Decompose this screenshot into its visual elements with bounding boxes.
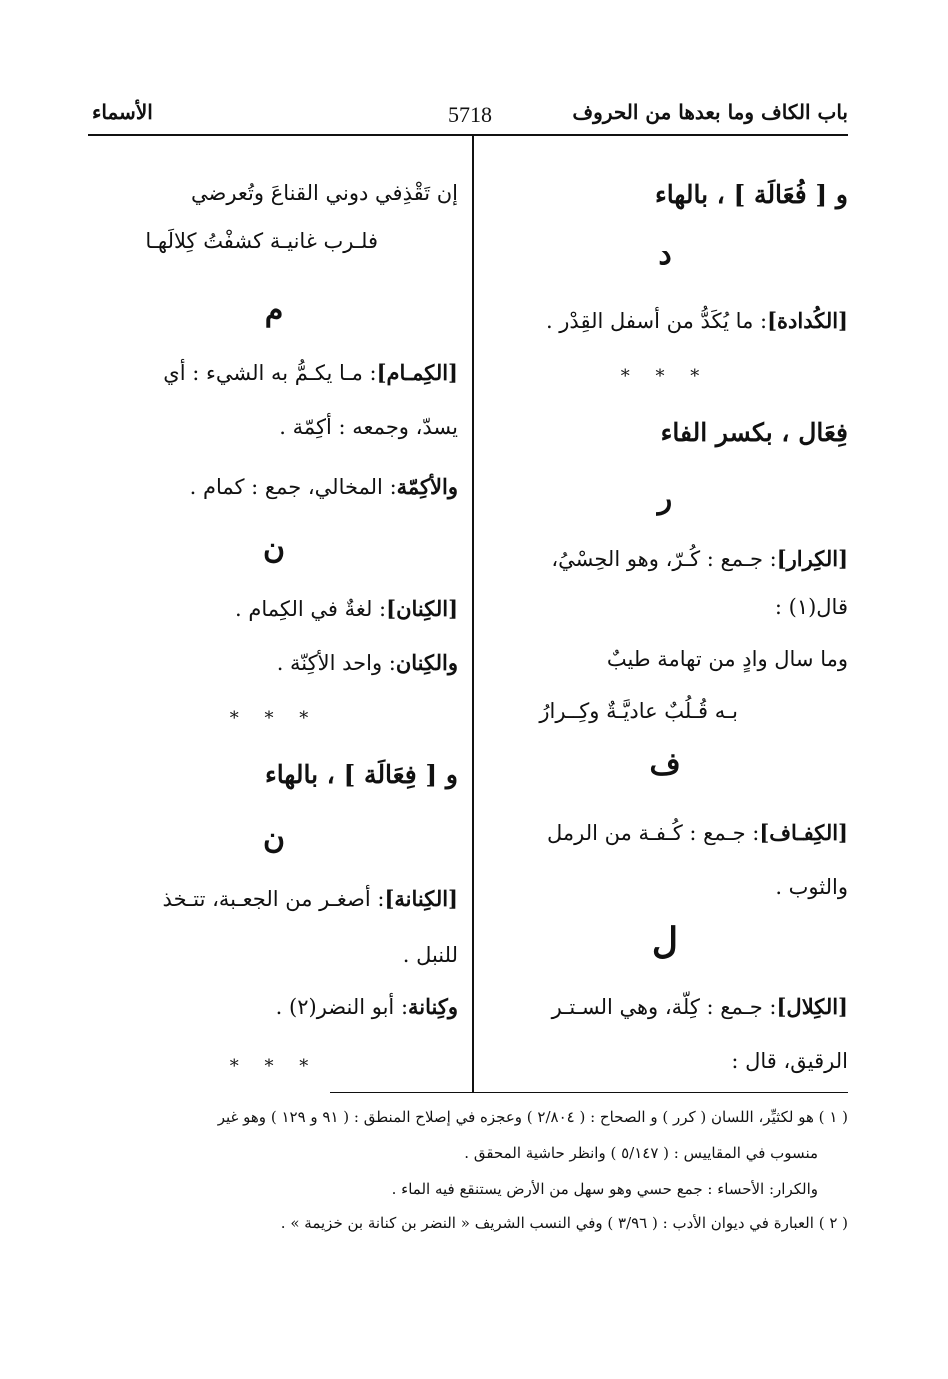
entry-term: والكِنان [395, 650, 458, 675]
footnote-rule [330, 1092, 848, 1093]
entry-term: [الكِلال] [776, 994, 848, 1019]
entry-definition: : ما يُكَدُّ من أسفل القِدْر . [545, 309, 768, 333]
section-separator: * * * [620, 366, 710, 387]
column-divider [472, 136, 474, 1092]
entry-term: [الكِفـاف] [759, 820, 848, 845]
entry-definition: : أصغـر من الجعـبة، تتـخذ [162, 887, 385, 911]
footnote-1-note: والكرار: الأحساء : جمع حسي وهو سهل من الأرض يستنقع فيه الماء . [391, 1180, 818, 1198]
letter-heading: د [658, 237, 672, 272]
verse-line: إن تَقْذِفي دوني القناعَ وتُعرضي [191, 181, 458, 205]
entry-continuation: يسدّ، وجمعه : أكِمّة . [279, 415, 458, 439]
entry-term: [الكِنانة] [384, 886, 458, 911]
entry-kinan [235, 594, 458, 624]
entry-continuation: الرقيق، قال : [731, 1049, 848, 1073]
section-separator: * * * [229, 1056, 319, 1077]
entry-definition: : لغةٌ في الكِمام . [234, 597, 387, 621]
entry-definition: : المخالي، جمع : كمام . [189, 475, 397, 499]
entry-term: [الكِمـام] [376, 360, 458, 385]
verse-line: وما سال وادٍ من تهامة طيبٌ [606, 647, 848, 671]
pattern-heading: و [ فُعَالَة ] ، بالهاء [654, 180, 848, 209]
entry-kirar [551, 544, 848, 574]
letter-heading: ن [262, 821, 286, 856]
entry-definition: : واحد الأكِنّة . [276, 651, 396, 675]
entry-definition: : جـمع : كُـفـة من الرمل [546, 821, 760, 845]
entry-term: [الكُدادة] [767, 308, 848, 333]
entry-definition: : أبو النضر(٢) . [275, 995, 409, 1019]
entry-continuation: والثوب . [775, 875, 848, 899]
letter-heading: م [264, 293, 284, 328]
verse-line: فلـرب غانيـة كشفْتُ كِلالَهـا [145, 229, 378, 253]
entry-kinana [163, 884, 458, 914]
page-number: 5718 [448, 102, 492, 127]
entry-definition: : جـمع : كِلّة، وهي السـتـر [551, 995, 777, 1019]
header-rule [88, 134, 848, 136]
footnote-1-continuation: منسوب في المقاييس : ( ٥/١٤٧ ) وانظر حاشية المحقق . [464, 1144, 818, 1162]
chapter-title: باب الكاف وما بعدها من الحروف [572, 100, 848, 124]
entry-term: وكِنانة [408, 994, 458, 1019]
footnote-2: ( ٢ ) العبارة في ديوان الأدب : ( ٣/٩٦ ) وفي النسب الشريف « النضر بن كنانة بن خزيمة » . [280, 1214, 848, 1232]
section-title: الأسماء [92, 100, 153, 124]
entry-definition: : مـا يكـمُّ به الشيء : أي [163, 361, 377, 385]
entry-term: [الكِنان] [386, 596, 458, 621]
entry-kinan-2 [277, 648, 458, 678]
pattern-heading: و [ فِعَالَة ] ، بالهاء [264, 760, 458, 789]
entry-kinana-2 [276, 992, 458, 1022]
verse-line: بـه قُـلُبٌ عاديَّـةٌ وكِــرارُ [539, 699, 738, 723]
entry-kilal [552, 992, 848, 1022]
section-separator: * * * [229, 708, 319, 729]
footnote-1: ( ١ ) هو لكثيِّر، اللسان ( كرر ) و الصحاح : ( ٢/٨٠٤ ) وعجزه في إصلاح المنطق : ( ٩١ و ١٢٩ ) وهو غير [217, 1108, 848, 1126]
letter-heading: ل [651, 920, 679, 962]
entry-term: والأكِمّة [396, 474, 458, 499]
entry-term: [الكِرار] [776, 546, 848, 571]
entry-akimma [190, 472, 458, 502]
letter-heading: ف [649, 747, 681, 782]
entry-definition: : جـمع : كُـرّ، وهو الحِسْيُ، [551, 547, 777, 571]
letter-heading: ن [262, 531, 286, 566]
entry-kimam [163, 358, 458, 388]
entry-kudada [546, 306, 848, 336]
pattern-heading: فِعَال ، بكسر الفاء [660, 418, 848, 447]
letter-heading: ر [657, 481, 673, 516]
quote-intro: قال(١) : [774, 595, 848, 619]
entry-continuation: للنبل . [402, 943, 458, 967]
entry-kifaf [547, 818, 848, 848]
